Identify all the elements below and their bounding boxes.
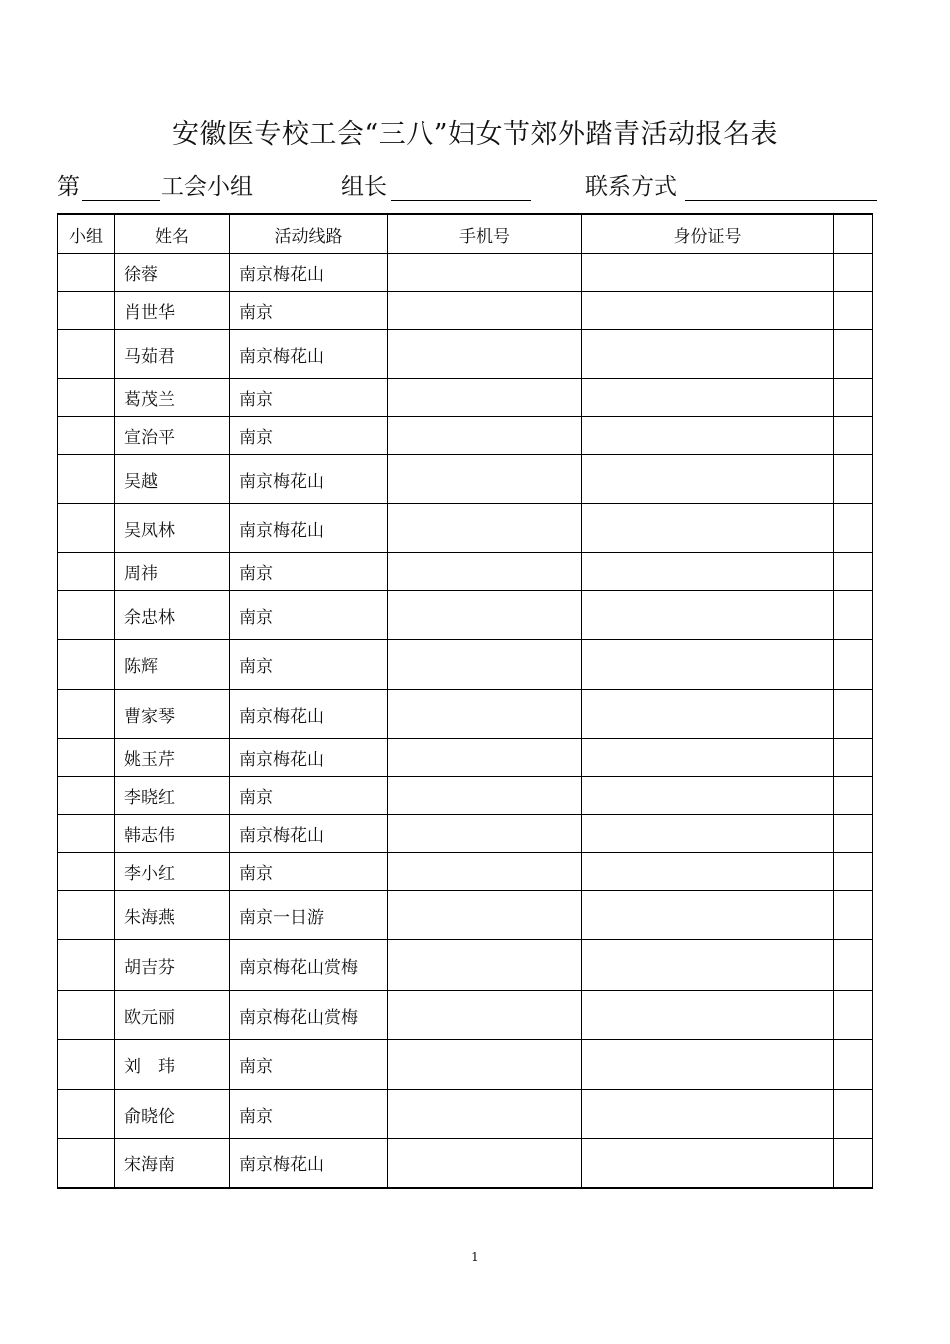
header-extra	[834, 214, 873, 254]
group-number-blank[interactable]	[82, 200, 160, 201]
route-cell: 南京梅花山	[230, 1139, 388, 1188]
id-number-cell[interactable]	[582, 292, 834, 330]
extra-cell[interactable]	[834, 640, 873, 690]
phone-cell[interactable]	[388, 940, 582, 991]
name-cell: 吴越	[115, 455, 230, 504]
id-number-cell[interactable]	[582, 690, 834, 739]
name-cell: 周祎	[115, 553, 230, 591]
group-cell[interactable]	[58, 379, 115, 417]
extra-cell[interactable]	[834, 815, 873, 853]
route-cell: 南京	[230, 640, 388, 690]
group-cell[interactable]	[58, 991, 115, 1040]
table-row	[58, 417, 873, 455]
route-cell: 南京梅花山赏梅	[230, 991, 388, 1040]
extra-cell[interactable]	[834, 379, 873, 417]
name-cell: 李晓红	[115, 777, 230, 815]
route-cell: 南京一日游	[230, 891, 388, 940]
extra-cell[interactable]	[834, 1090, 873, 1139]
phone-cell[interactable]	[388, 379, 582, 417]
route-cell: 南京梅花山	[230, 739, 388, 777]
extra-cell[interactable]	[834, 853, 873, 891]
name-cell: 肖世华	[115, 292, 230, 330]
group-cell[interactable]	[58, 690, 115, 739]
extra-cell[interactable]	[834, 553, 873, 591]
route-cell: 南京梅花山	[230, 504, 388, 553]
route-cell: 南京梅花山	[230, 455, 388, 504]
table-header-row	[58, 214, 873, 254]
extra-cell[interactable]	[834, 1139, 873, 1188]
name-cell: 吴凤林	[115, 504, 230, 553]
header-phone: 手机号	[388, 214, 582, 254]
route-cell: 南京梅花山	[230, 330, 388, 379]
route-cell: 南京梅花山	[230, 690, 388, 739]
phone-cell[interactable]	[388, 254, 582, 292]
extra-cell[interactable]	[834, 591, 873, 640]
id-number-cell[interactable]	[582, 640, 834, 690]
extra-cell[interactable]	[834, 504, 873, 553]
id-number-cell[interactable]	[582, 591, 834, 640]
table-row	[58, 591, 873, 640]
table-row	[58, 640, 873, 690]
name-cell: 胡吉芬	[115, 940, 230, 991]
contact-blank[interactable]	[685, 200, 877, 201]
id-number-cell[interactable]	[582, 1040, 834, 1090]
group-cell[interactable]	[58, 940, 115, 991]
group-cell[interactable]	[58, 417, 115, 455]
table-row	[58, 455, 873, 504]
group-cell[interactable]	[58, 553, 115, 591]
id-number-cell[interactable]	[582, 553, 834, 591]
id-number-cell[interactable]	[582, 504, 834, 553]
name-cell: 马茹君	[115, 330, 230, 379]
phone-cell[interactable]	[388, 815, 582, 853]
contact-label: 联系方式	[585, 174, 677, 200]
name-cell: 陈辉	[115, 640, 230, 690]
table-row	[58, 1090, 873, 1139]
id-number-cell[interactable]	[582, 417, 834, 455]
name-cell: 韩志伟	[115, 815, 230, 853]
name-cell: 宣治平	[115, 417, 230, 455]
route-cell: 南京	[230, 777, 388, 815]
table-row	[58, 254, 873, 292]
phone-cell[interactable]	[388, 853, 582, 891]
group-cell[interactable]	[58, 739, 115, 777]
extra-cell[interactable]	[834, 455, 873, 504]
group-cell[interactable]	[58, 330, 115, 379]
group-label: 工会小组	[161, 174, 253, 200]
phone-cell[interactable]	[388, 292, 582, 330]
id-number-cell[interactable]	[582, 853, 834, 891]
group-info-line	[57, 168, 877, 204]
id-number-cell[interactable]	[582, 330, 834, 379]
phone-cell[interactable]	[388, 455, 582, 504]
phone-cell[interactable]	[388, 991, 582, 1040]
table-row	[58, 739, 873, 777]
extra-cell[interactable]	[834, 292, 873, 330]
id-number-cell[interactable]	[582, 455, 834, 504]
phone-cell[interactable]	[388, 777, 582, 815]
table-row	[58, 815, 873, 853]
phone-cell[interactable]	[388, 739, 582, 777]
table-row	[58, 292, 873, 330]
leader-blank[interactable]	[391, 200, 531, 201]
group-cell[interactable]	[58, 292, 115, 330]
header-route: 活动线路	[230, 214, 388, 254]
name-cell: 宋海南	[115, 1139, 230, 1188]
extra-cell[interactable]	[834, 991, 873, 1040]
phone-cell[interactable]	[388, 640, 582, 690]
phone-cell[interactable]	[388, 1040, 582, 1090]
name-cell: 姚玉芹	[115, 739, 230, 777]
id-number-cell[interactable]	[582, 940, 834, 991]
group-cell[interactable]	[58, 815, 115, 853]
group-cell[interactable]	[58, 1040, 115, 1090]
route-cell: 南京	[230, 1090, 388, 1139]
page-title: 安徽医专校工会“三八”妇女节郊外踏青活动报名表	[171, 119, 779, 150]
route-cell: 南京	[230, 853, 388, 891]
phone-cell[interactable]	[388, 1090, 582, 1139]
group-prefix-label: 第	[57, 174, 80, 200]
name-cell: 曹家琴	[115, 690, 230, 739]
group-cell[interactable]	[58, 591, 115, 640]
phone-cell[interactable]	[388, 891, 582, 940]
route-cell: 南京	[230, 417, 388, 455]
route-cell: 南京梅花山	[230, 815, 388, 853]
group-cell[interactable]	[58, 1090, 115, 1139]
group-cell[interactable]	[58, 853, 115, 891]
route-cell: 南京梅花山	[230, 254, 388, 292]
table-row	[58, 940, 873, 991]
name-cell: 欧元丽	[115, 991, 230, 1040]
route-cell: 南京	[230, 292, 388, 330]
name-cell: 朱海燕	[115, 891, 230, 940]
header-name: 姓名	[115, 214, 230, 254]
id-number-cell[interactable]	[582, 254, 834, 292]
phone-cell[interactable]	[388, 417, 582, 455]
name-cell: 俞晓伦	[115, 1090, 230, 1139]
group-cell[interactable]	[58, 777, 115, 815]
route-cell: 南京	[230, 379, 388, 417]
route-cell: 南京	[230, 591, 388, 640]
table-row	[58, 690, 873, 739]
extra-cell[interactable]	[834, 739, 873, 777]
extra-cell[interactable]	[834, 1040, 873, 1090]
registration-table	[57, 213, 873, 1189]
table-row	[58, 1139, 873, 1188]
id-number-cell[interactable]	[582, 777, 834, 815]
page-number: 1	[471, 1250, 479, 1264]
name-cell: 李小红	[115, 853, 230, 891]
extra-cell[interactable]	[834, 690, 873, 739]
id-number-cell[interactable]	[582, 815, 834, 853]
table-row	[58, 853, 873, 891]
id-number-cell[interactable]	[582, 1139, 834, 1188]
leader-label: 组长	[341, 174, 387, 200]
extra-cell[interactable]	[834, 891, 873, 940]
group-cell[interactable]	[58, 1139, 115, 1188]
table-row	[58, 504, 873, 553]
id-number-cell[interactable]	[582, 991, 834, 1040]
phone-cell[interactable]	[388, 553, 582, 591]
route-cell: 南京梅花山赏梅	[230, 940, 388, 991]
phone-cell[interactable]	[388, 591, 582, 640]
group-cell[interactable]	[58, 455, 115, 504]
extra-cell[interactable]	[834, 777, 873, 815]
group-cell[interactable]	[58, 640, 115, 690]
id-number-cell[interactable]	[582, 1090, 834, 1139]
group-cell[interactable]	[58, 504, 115, 553]
table-row	[58, 330, 873, 379]
table-row	[58, 379, 873, 417]
table-row	[58, 991, 873, 1040]
table-row	[58, 553, 873, 591]
header-group: 小组	[58, 214, 115, 254]
extra-cell[interactable]	[834, 417, 873, 455]
id-number-cell[interactable]	[582, 891, 834, 940]
id-number-cell[interactable]	[582, 379, 834, 417]
name-cell: 刘 玮	[115, 1040, 230, 1090]
extra-cell[interactable]	[834, 940, 873, 991]
phone-cell[interactable]	[388, 330, 582, 379]
route-cell: 南京	[230, 553, 388, 591]
extra-cell[interactable]	[834, 254, 873, 292]
header-id-number: 身份证号	[582, 214, 834, 254]
phone-cell[interactable]	[388, 504, 582, 553]
phone-cell[interactable]	[388, 1139, 582, 1188]
name-cell: 徐蓉	[115, 254, 230, 292]
table-row	[58, 777, 873, 815]
group-cell[interactable]	[58, 891, 115, 940]
id-number-cell[interactable]	[582, 739, 834, 777]
name-cell: 葛茂兰	[115, 379, 230, 417]
group-cell[interactable]	[58, 254, 115, 292]
phone-cell[interactable]	[388, 690, 582, 739]
name-cell: 余忠林	[115, 591, 230, 640]
table-row	[58, 1040, 873, 1090]
extra-cell[interactable]	[834, 330, 873, 379]
table-row	[58, 891, 873, 940]
route-cell: 南京	[230, 1040, 388, 1090]
